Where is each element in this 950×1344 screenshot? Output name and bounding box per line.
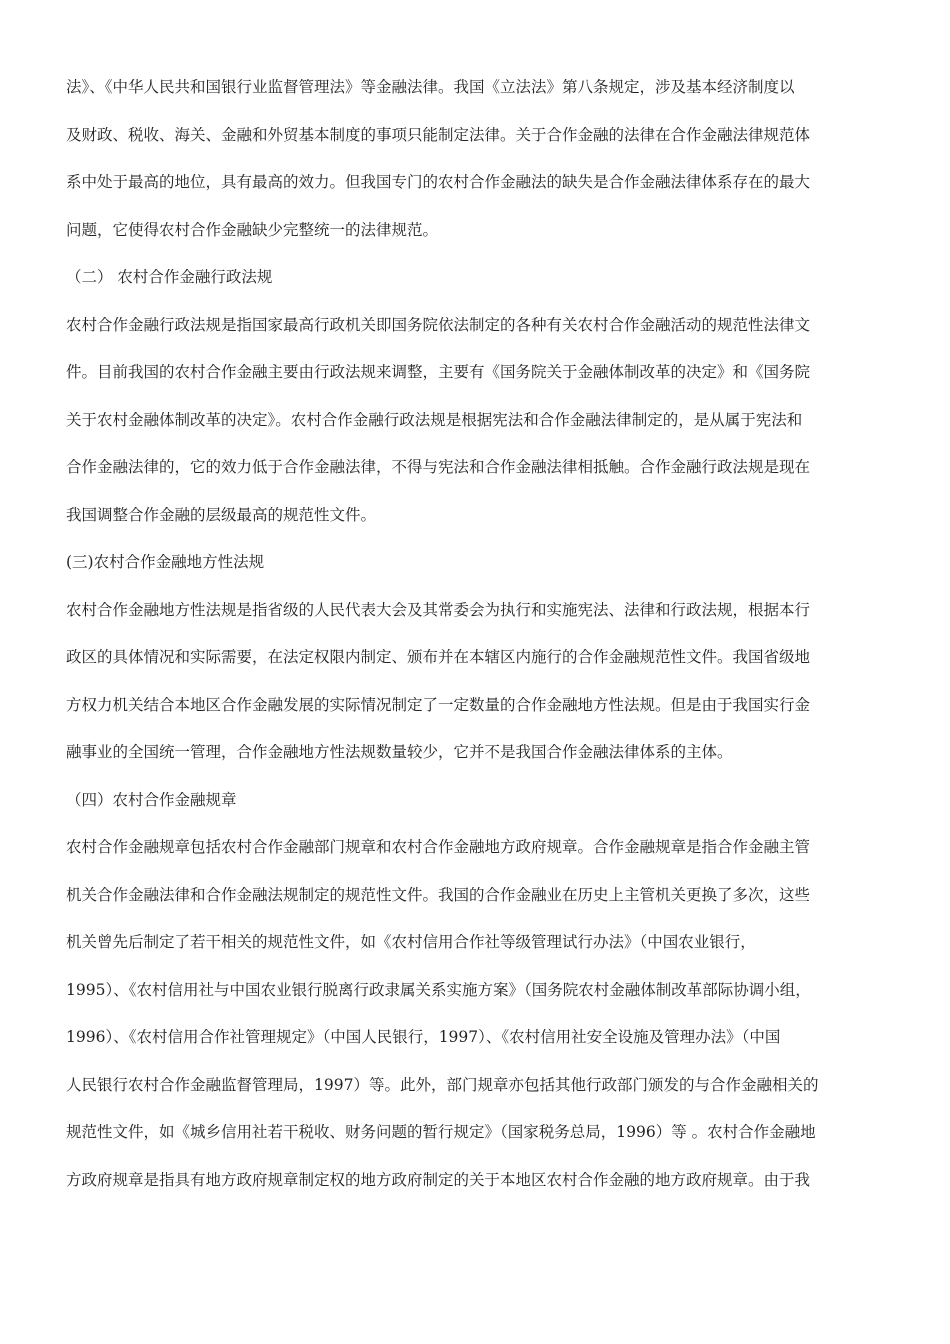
text-line: 政区的具体情况和实际需要，在法定权限内制定、颁布并在本辖区内施行的合作金融规范性文件。我国省级地 xyxy=(66,648,811,666)
text-line: 方政府规章是指具有地方政府规章制定权的地方政府制定的关于本地区农村合作金融的地方政府规章。由于我 xyxy=(66,1170,811,1189)
text-line: 农村合作金融行政法规是指国家最高行政机关即国务院依法制定的各种有关农村合作金融活动的规范性法律文 xyxy=(66,315,811,334)
text-line: 机关合作金融法律和合作金融法规制定的规范性文件。我国的合作金融业在历史上主管机关更换了多次，这些 xyxy=(66,885,811,904)
section-heading-local-regulations: (三)农村合作金融地方性法规 xyxy=(66,553,265,571)
text-line: 系中处于最高的地位，具有最高的效力。但我国专门的农村合作金融法的缺失是合作金融法律体系存在的最大 xyxy=(66,173,811,191)
text-line: 法》、《中华人民共和国银行业监督管理法》等金融法律。我国《立法法》第八条规定，涉及基本经济制度以 xyxy=(66,78,795,96)
text-line: 我国调整合作金融的层级最高的规范性文件。 xyxy=(66,505,377,524)
text-line: 农村合作金融规章包括农村合作金融部门规章和农村合作金融地方政府规章。合作金融规章是指合作金融主管 xyxy=(66,838,811,856)
text-line: 件。目前我国的农村合作金融主要由行政法规来调整，主要有《国务院关于金融体制改革的决定》和《国务院 xyxy=(66,363,811,381)
section-heading-rules: （四）农村合作金融规章 xyxy=(66,790,237,809)
text-line: 及财政、税收、海关、金融和外贸基本制度的事项只能制定法律。关于合作金融的法律在合作金融法律规范体 xyxy=(66,125,811,144)
text-line: 规范性文件，如《城乡信用社若干税收、财务问题的暂行规定》（国家税务总局，1996）等 。农村合作金融地 xyxy=(66,1123,816,1141)
paragraph-financial-law xyxy=(66,64,884,254)
text-line: 合作金融法律的，它的效力低于合作金融法律，不得与宪法和合作金融法律相抵触。合作金融行政法规是现在 xyxy=(66,458,811,476)
text-line: 方权力机关结合本地区合作金融发展的实际情况制定了一定数量的合作金融地方性法规。但是由于我国实行金 xyxy=(66,695,811,714)
text-line: 1996）、《农村信用合作社管理规定》（中国人民银行，1997）、《农村信用社安全设施及管理办法》（中国 xyxy=(66,1028,781,1046)
text-line: 机关曾先后制定了若干相关的规范性文件，如《农村信用合作社等级管理试行办法》（中国农业银行， xyxy=(66,933,756,951)
document-page xyxy=(66,64,884,1204)
paragraph-local-regulations xyxy=(66,587,884,777)
text-line: 人民银行农村合作金融监督管理局，1997）等。此外，部门规章亦包括其他行政部门颁发的与合作金融相关的 xyxy=(66,1075,819,1094)
text-line: 关于农村金融体制改革的决定》。农村合作金融行政法规是根据宪法和合作金融法律制定的，是从属于宪法和 xyxy=(66,410,803,429)
text-line: 1995）、《农村信用社与中国农业银行脱离行政隶属关系实施方案》（国务院农村金融体制改革部际协调小组， xyxy=(66,980,811,999)
paragraph-rules xyxy=(66,824,884,1204)
text-line: 问题，它使得农村合作金融缺少完整统一的法律规范。 xyxy=(66,220,439,239)
text-line: 融事业的全国统一管理，合作金融地方性法规数量较少，它并不是我国合作金融法律体系的主体。 xyxy=(66,743,733,761)
section-heading-administrative-regulations: （二） 农村合作金融行政法规 xyxy=(66,268,273,286)
text-line: 农村合作金融地方性法规是指省级的人民代表大会及其常委会为执行和实施宪法、法律和行政法规，根据本行 xyxy=(66,600,811,619)
paragraph-administrative-regulations xyxy=(66,302,884,540)
